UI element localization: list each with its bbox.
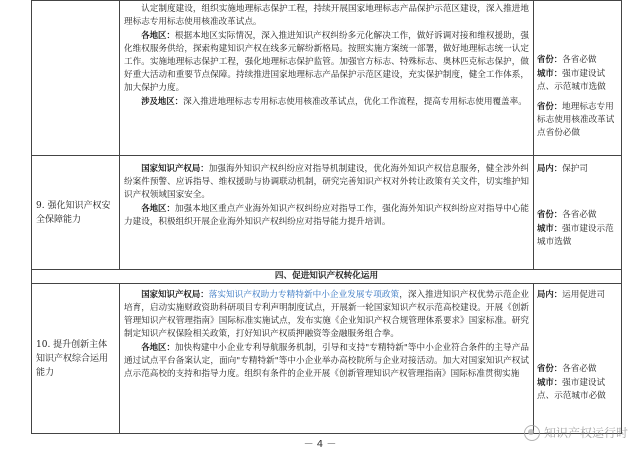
section-title: 四、促进知识产权转化运用 (32, 270, 622, 284)
table-row (32, 156, 622, 270)
paragraph: 各地区：加快构建中小企业专利导航服务机制，引导和支持"专精特新"等中小企业符合条件的主导产品通过试点平台备案认定，面向"专精特新"等中小企业举办高校院所与企业对接活动。加大对国家知识产权试点示范高校的支持和指导力度。组织有条件的企业开展《创新管理知识产权管理指南》国际标准贯彻实施 (124, 342, 529, 379)
responsibility-tag (534, 1, 621, 53)
page-number: － 4 － (303, 439, 337, 450)
content-cell (120, 1, 534, 156)
wechat-logo-icon (524, 425, 540, 441)
watermark (524, 424, 628, 441)
responsibility-tag: 省份：各省必做 (537, 209, 597, 220)
watermark-text: 知识产权运行时 (543, 426, 628, 440)
item-cell (32, 1, 120, 156)
paragraph: 认定制度建设，组织实施地理标志保护工程，持续开展国家地理标志产品保护示范区建设，深入推进地理标志专用标志使用核准改革试点。 (124, 4, 529, 27)
responsibility-tag: 城市：强市建设试点、示范城市选做 (537, 68, 606, 92)
content-cell (120, 156, 534, 270)
responsibility-tag: 局内：运用促进司 (537, 289, 606, 300)
section-header-row (32, 270, 622, 284)
task-table (31, 0, 622, 434)
paragraph: 各地区：加强本地区重点产业海外知识产权纠纷应对指导工作，强化海外知识产权纠纷应对指导中心能力建设，积极组织开展企业海外知识产权纠纷应对指导能力提升培训。 (124, 203, 529, 227)
responsibility-tag: 城市：强市建设试点、示范城市必做 (537, 377, 606, 401)
paragraph: 国家知识产权局：落实知识产权助力专精特新中小企业发展专项政策，深入推进知识产权优势示范企业培育，启动实施财政资助科研项目专利声明制度试点，开展新一轮国家知识产权示范高校建设。开展《创新管理知识产权管理指南》国际标准实施试点，发布实施《企业知识产权合规管理体系要求》国家标准。研究制定知识产权保险相关政策，打好知识产权质押融资等金融服务组合拳。 (124, 289, 529, 339)
responsibility-cell (534, 156, 622, 270)
table-row (32, 284, 622, 434)
responsibility-cell (534, 1, 622, 156)
item-cell: 10. 提升创新主体知识产权综合运用能力 (32, 284, 120, 434)
item-cell: 9. 强化知识产权安全保障能力 (32, 156, 120, 270)
table-row (32, 1, 622, 156)
paragraph: 各地区：根据本地区实际情况，深入推进知识产权纠纷多元化解决工作，做好诉调对接和维权援助，强化维权服务供给，探索构建知识产权在线多元解纷新格局。按照实施方案统一部署，做好地理标志统一认定工作。实施地理标志保护工程，强化地理标志保护监管。加强官方标志、特殊标志、奥林匹克标志保护，做好重大活动和重要节点保障。持续推进国家地理标志产品保护示范区建设，充实保护制度，健全工作体系，加大保护力度。 (124, 30, 529, 93)
responsibility-tag: 省份：各省必做 (537, 363, 597, 374)
responsibility-tag: 城市：强市建设示范城市选做 (537, 223, 614, 247)
responsibility-tag: 局内：保护司 (537, 163, 588, 174)
responsibility-cell (534, 284, 622, 434)
responsibility-tag: 省份：地理标志专用标志使用核准改革试点省份必做 (537, 101, 615, 138)
paragraph: 涉及地区：深入推进地理标志专用标志使用核准改革试点，优化工作流程，提高专用标志使用覆盖率。 (141, 96, 527, 107)
paragraph: 国家知识产权局：加强海外知识产权纠纷应对指导机制建设，优化海外知识产权信息服务，健全涉外纠纷案件预警、应诉指导、维权援助与协调联动机制，研究完善知识产权对外转让政策有关文件，切实维护知识产权领域国家安全。 (124, 163, 529, 200)
highlighted-link-text[interactable]: 落实知识产权助力专精特新中小企业发展专项政策 (208, 290, 400, 300)
content-cell (120, 284, 534, 434)
responsibility-tag: 省份：各省必做 (537, 54, 597, 65)
